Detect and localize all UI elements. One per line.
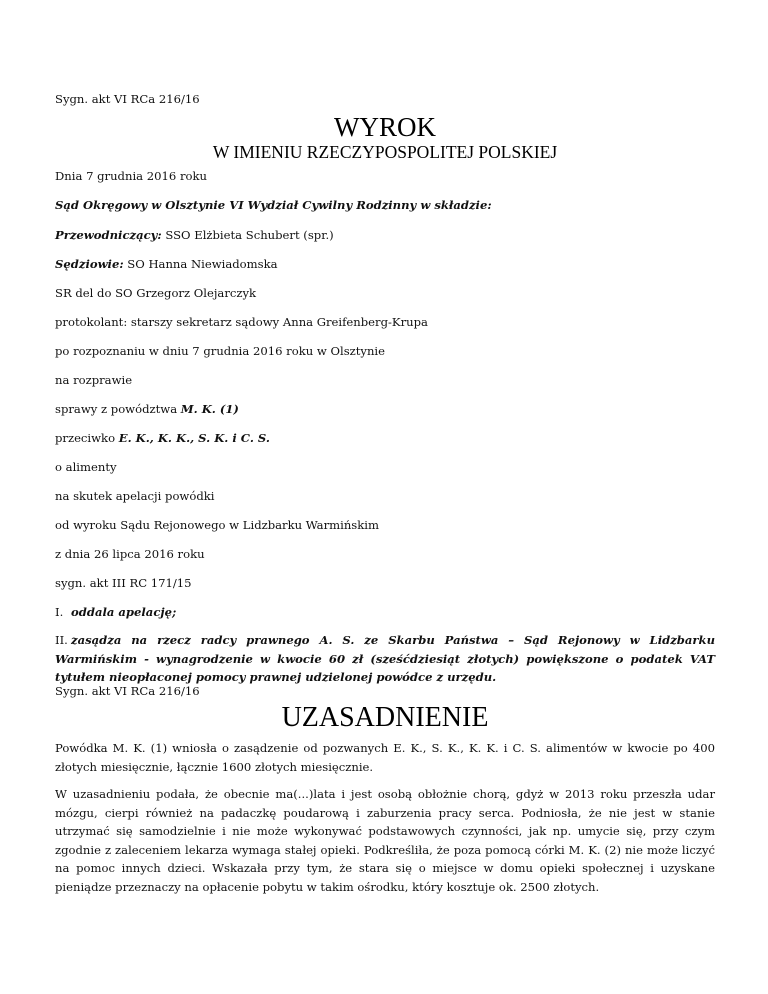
case-signature-second: Sygn. akt VI RCa 216/16	[55, 684, 200, 698]
court-clerk: protokolant: starszy sekretarz sądowy Anna Greifenberg-Krupa	[55, 315, 428, 329]
case-subject: o alimenty	[55, 460, 117, 474]
appeal-basis: na skutek apelacji powódki	[55, 489, 215, 503]
presiding-judge	[55, 227, 334, 244]
ruling-1-text: oddala apelację;	[71, 605, 177, 619]
defendants-prefix: przeciwko	[55, 431, 119, 445]
presiding-judge-label: Przewodniczący:	[55, 228, 162, 242]
presiding-judge-name: SSO Elżbieta Schubert (spr.)	[161, 228, 334, 242]
judgment-date: Dnia 7 grudnia 2016 roku	[55, 169, 207, 183]
ruling-1	[55, 604, 176, 621]
defendants-names: E. K., K. K., S. K. i C. S.	[118, 431, 270, 445]
session-type: na rozprawie	[55, 373, 133, 387]
plaintiff-name: M. K. (1)	[180, 402, 239, 416]
lower-court-judgment: od wyroku Sądu Rejonowego w Lidzbarku Warmińskim	[55, 518, 379, 532]
judges-label: Sędziowie:	[55, 257, 124, 271]
document-title: WYROK	[334, 112, 436, 142]
ruling-2	[55, 631, 715, 687]
ruling-1-number: I.	[55, 605, 64, 619]
justification-title: UZASADNIENIE	[281, 702, 489, 733]
case-signature: Sygn. akt VI RCa 216/16	[55, 92, 200, 106]
defendants-line	[55, 430, 270, 447]
lower-court-signature: sygn. akt III RC 171/15	[55, 576, 192, 590]
justification-paragraph: W uzasadnieniu podała, że obecnie ma(...)lata i jest osobą obłożnie chorą, gdyż w 2013 roku przeszła udar mózgu, cierpi również na padaczkę poudarową i zaburzenia pracy serca. Podniosła, że nie jest w stanie utrzymać się samodzielnie i nie może wykonywać podstawowych czynności, jak np. umycie się, przy czym zgodnie z zaleceniem lekarza wymaga stałej opieki. Podkreśliła, że poza pomocą córki M. K. (2) nie może liczyć na pomoc innych dzieci. Wskazała przy tym, że stara się o miejsce w domu opieki społecznej i uzyskane pieniądze przeznaczy na opłacenie pobytu w takim ośrodku, który kosztuje ok. 2500 złotych.	[55, 787, 715, 894]
ruling-2-number: II.	[55, 633, 68, 647]
lower-court-date: z dnia 26 lipca 2016 roku	[55, 547, 205, 561]
ruling-2-text: zasądza na rzecz radcy prawnego A. S. ze Skarbu Państwa – Sąd Rejonowy w Lidzbarku Warmińskim - wynagrodzenie w kwocie 60 zł (sześćdziesiąt złotych) powiększone o podatek VAT tytułem nieopłaconej pomocy prawnej udzielonej powódce z urzędu.	[55, 633, 715, 684]
justification-paragraph: Powódka M. K. (1) wniosła o zasądzenie od pozwanych E. K., S. K., K. K. i C. S. alimentów w kwocie po 400 złotych miesięcznie, łącznie 1600 złotych miesięcznie.	[55, 741, 715, 774]
judges-name: SO Hanna Niewiadomska	[123, 257, 278, 271]
plaintiff-line	[55, 401, 239, 418]
document-subtitle: W IMIENIU RZECZYPOSPOLITEJ POLSKIEJ	[212, 142, 558, 162]
plaintiff-prefix: sprawy z powództwa	[55, 402, 181, 416]
hearing-info: po rozpoznaniu w dniu 7 grudnia 2016 roku w Olsztynie	[55, 344, 385, 358]
court-composition: Sąd Okręgowy w Olsztynie VI Wydział Cywilny Rodzinny w składzie:	[55, 198, 492, 212]
judges	[55, 256, 278, 273]
second-judge: SR del do SO Grzegorz Olejarczyk	[55, 286, 257, 300]
